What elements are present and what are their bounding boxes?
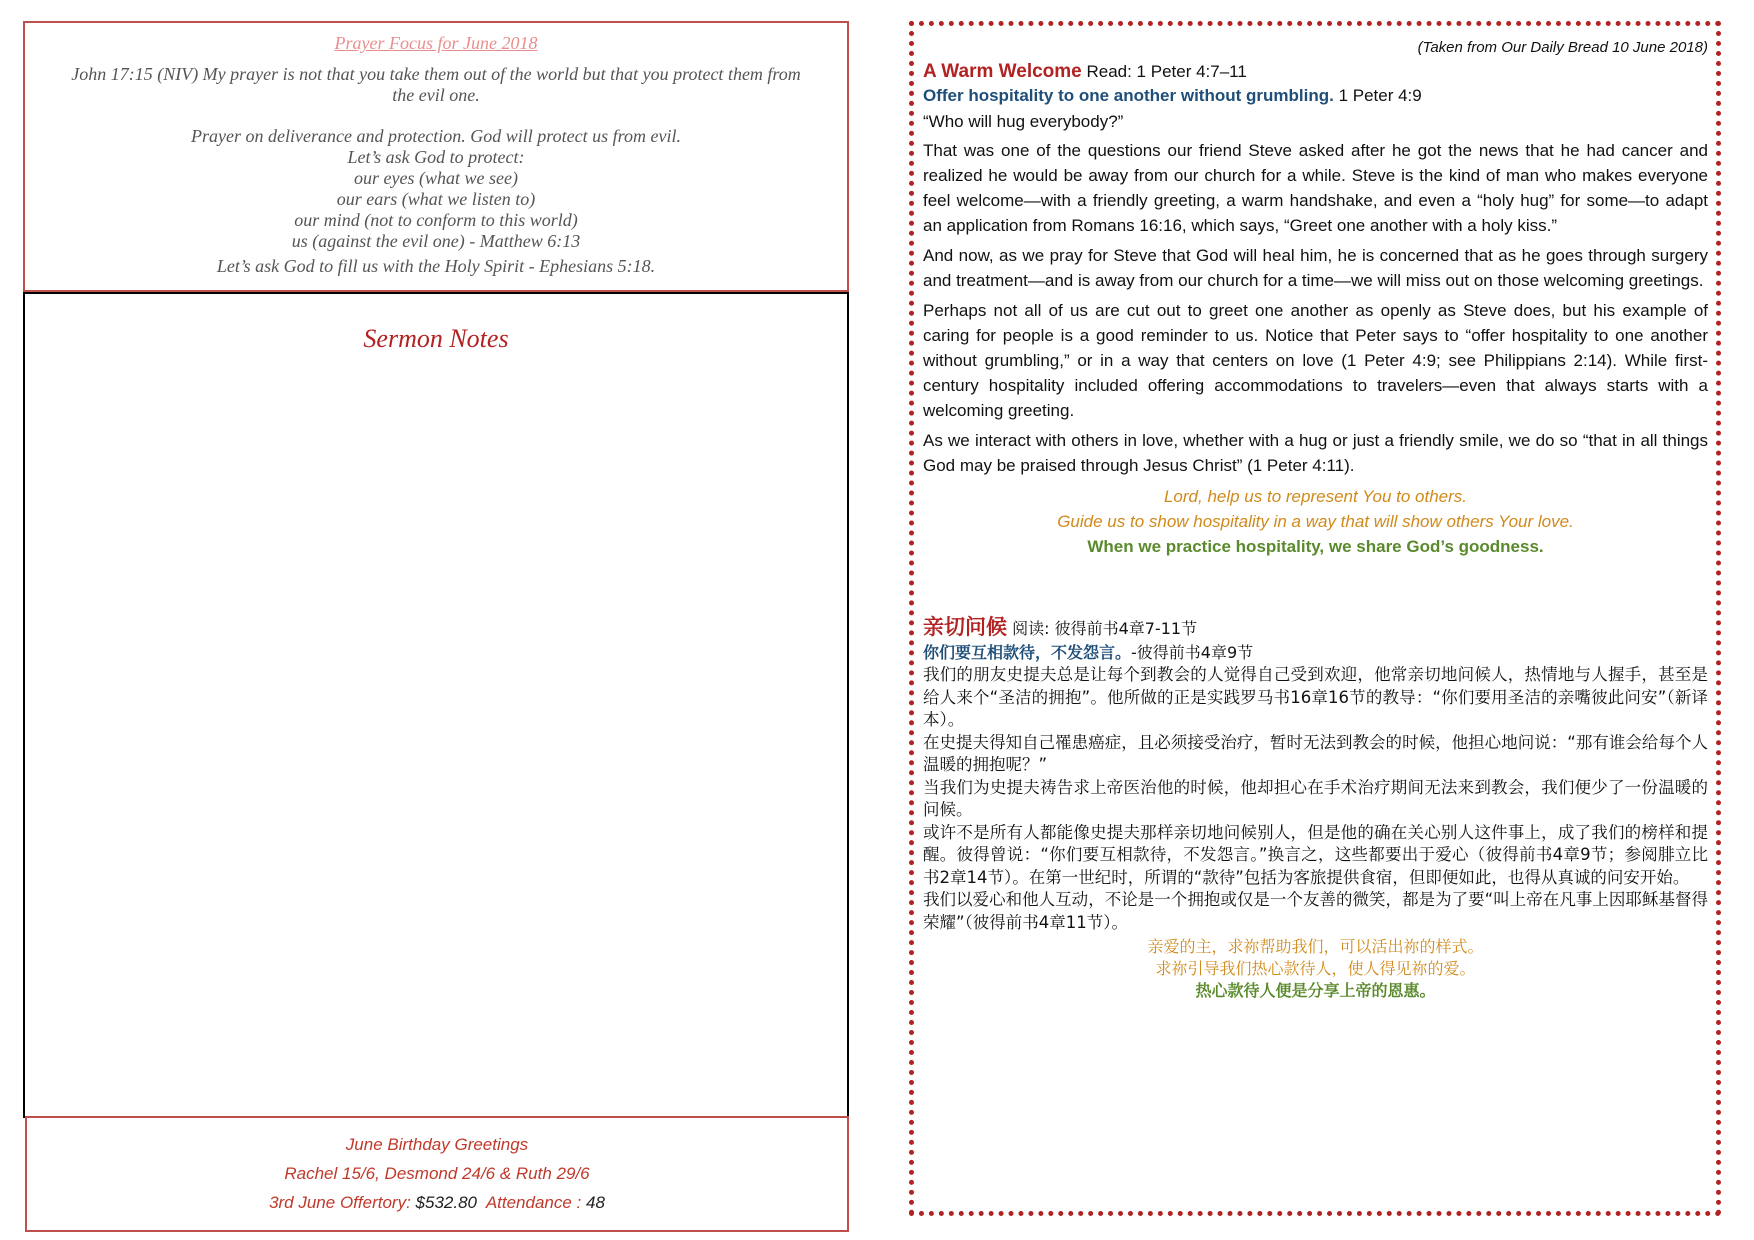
offertory-label: 3rd June Offertory: xyxy=(269,1193,411,1212)
prayer-focus-lines xyxy=(25,126,847,277)
cn-paragraph: 当我们为史提夫祷告求上帝医治他的时候，他却担心在手术治疗期间无法来到教会，我们便少了一份温暖的问候。 xyxy=(923,777,1708,819)
cn-reading: 阅读: 彼得前书4章7-11节 xyxy=(1012,619,1198,638)
cn-prayer-line: 求祢引导我们热心款待人，使人得见祢的爱。 xyxy=(1155,959,1476,978)
en-prayer-line: Guide us to show hospitality in a way that will show others Your love. xyxy=(1057,512,1574,531)
cn-devotional xyxy=(923,614,1708,1002)
daily-bread-source: (Taken from Our Daily Bread 10 June 2018) xyxy=(1417,39,1708,56)
cn-paragraph: 我们的朋友史提夫总是让每个到教会的人觉得自己受到欢迎，他常亲切地问候人，热情地与人握手，甚至是给人来个“圣洁的拥抱”。他所做的正是实践罗马书16章16节的教导：“你们要用圣洁的亲嘴彼此问安”（新译本）。 xyxy=(923,665,1708,729)
prayer-line: us (against the evil one) - Matthew 6:13 xyxy=(291,231,581,251)
cn-devotional-title: 亲切问候 xyxy=(923,615,1007,639)
birthday-names: Rachel 15/6, Desmond 24/6 & Ruth 29/6 xyxy=(284,1164,590,1183)
prayer-line: our mind (not to conform to this world) xyxy=(294,210,578,230)
en-key-verse: Offer hospitality to one another without grumbling. xyxy=(923,86,1334,105)
en-closing-prayer xyxy=(923,484,1708,559)
prayer-line: our ears (what we listen to) xyxy=(336,189,536,209)
en-paragraph: As we interact with others in love, whether with a hug or just a friendly smile, we do so “that in all things God may be praised through Jesus Christ” (1 Peter 4:11). xyxy=(923,431,1708,475)
attendance-value: 48 xyxy=(586,1193,605,1212)
cn-verse-line xyxy=(923,642,1708,664)
en-key-verse-ref: 1 Peter 4:9 xyxy=(1338,86,1422,105)
en-prayer-line: Lord, help us to represent You to others. xyxy=(1163,487,1468,506)
en-verse-line xyxy=(923,84,1708,107)
sermon-notes-box xyxy=(23,292,849,1118)
cn-paragraph: 在史提夫得知自己罹患癌症，且必须接受治疗，暂时无法到教会的时候，他担心地问说：“那有谁会给每个人温暖的拥抱呢？” xyxy=(923,732,1708,774)
prayer-focus-verse: John 17:15 (NIV) My prayer is not that you take them out of the world but that you protect them from the evil one. xyxy=(71,64,801,105)
en-reading: Read: 1 Peter 4:7–11 xyxy=(1086,62,1247,81)
prayer-line: Let’s ask God to fill us with the Holy Spirit - Ephesians 5:18. xyxy=(216,256,656,276)
en-paragraph: That was one of the questions our friend Steve asked after he got the news that he had cancer and realized he would be away from our church for a while. Steve is the kind of man who makes everyone feel welcome—with a friendly greeting, a warm handshake, and even a “holy hug” for some—to adapt an application from Romans 16:16, which says, “Greet one another with a holy kiss.” xyxy=(923,141,1708,235)
birthday-title: June Birthday Greetings xyxy=(345,1135,529,1154)
offertory-attendance-line xyxy=(27,1188,847,1217)
cn-paragraph: 或许不是所有人都能像史提夫那样亲切地问候别人，但是他的确在关心别人这件事上，成了我们的榜样和提醒。彼得曾说：“你们要互相款待，不发怨言。”换言之，这些都要出于爱心（彼得前书4章9节；参阅腓立比书2章14节）。在第一世纪时，所谓的“款待”包括为客旅提供食宿，但即便如此，也得从真诚的问安开始。 xyxy=(923,822,1708,887)
prayer-line: our eyes (what we see) xyxy=(354,168,518,188)
en-devotional-title: A Warm Welcome xyxy=(923,61,1082,82)
cn-thought-of-day: 热心款待人便是分享上帝的恩惠。 xyxy=(1195,981,1436,1000)
attendance-label: Attendance : xyxy=(485,1193,582,1212)
cn-closing-prayer xyxy=(923,936,1708,1002)
en-paragraph: Perhaps not all of us are cut out to greet one another as openly as Steve does, but his example of caring for people is a good reminder to us. Notice that Peter says to “offer hospitality to one another without grumbling,” or in a way that centers on love (1 Peter 4:9; see Philippians 2:14). While first-century hospitality included offering accommodations to travelers—even that always starts with a welcoming greeting. xyxy=(923,301,1708,420)
cn-prayer-line: 亲爱的主，求祢帮助我们，可以活出祢的样式。 xyxy=(1147,937,1484,956)
prayer-focus-title: Prayer Focus for June 2018 xyxy=(334,33,538,53)
prayer-focus-box xyxy=(23,21,849,292)
sermon-notes-title: Sermon Notes xyxy=(363,324,509,353)
en-title-line xyxy=(923,60,1708,84)
cn-paragraph: 我们以爱心和他人互动，不论是一个拥抱或仅是一个友善的微笑，都是为了要“叫上帝在凡事上因耶稣基督得荣耀”（彼得前书4章11节）。 xyxy=(923,890,1708,932)
cn-key-verse-ref: -彼得前书4章9节 xyxy=(1131,643,1254,662)
daily-bread-box xyxy=(909,21,1721,1216)
cn-key-verse: 你们要互相款待，不发怨言。 xyxy=(923,643,1132,662)
birthday-greetings-box xyxy=(25,1116,849,1232)
offertory-value: $532.80 xyxy=(415,1193,477,1212)
en-opening-quote: “Who will hug everybody?” xyxy=(923,112,1124,131)
cn-title-line xyxy=(923,614,1708,642)
prayer-line: Let’s ask God to protect: xyxy=(347,147,525,167)
daily-bread-content xyxy=(923,38,1708,1002)
en-paragraph: And now, as we pray for Steve that God will heal him, he is concerned that as he goes through surgery and treatment—and is away from our church for a time—we will miss out on those welcoming greetings. xyxy=(923,246,1708,290)
prayer-line: Prayer on deliverance and protection. God will protect us from evil. xyxy=(191,126,681,146)
en-thought-of-day: When we practice hospitality, we share God’s goodness. xyxy=(1087,537,1544,556)
